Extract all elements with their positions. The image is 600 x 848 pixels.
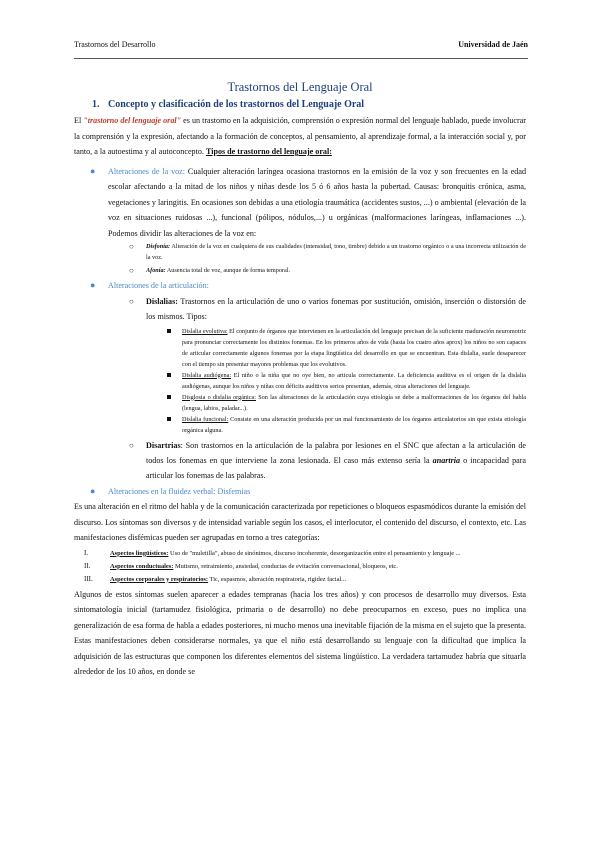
page-header [74, 40, 528, 49]
bullet-icon: ● [90, 165, 96, 176]
square-bullet-icon [167, 373, 171, 377]
square-bullet-icon [167, 417, 171, 421]
circle-bullet-icon: ○ [129, 266, 134, 275]
bullet-icon: ● [90, 485, 96, 496]
list-item: Dislalia evolutiva: El conjunto de órganos que intervienen en la articulación del lenguaje precisan de la suficiente maduración neuromotriz para pronunciar correctamente los distintos fonemas. En los primeros años de vida (hasta los cuatro años aprox) los niños no son capaces de articular correctamente algunos fonemas por la etapa lingüística del desarrollo en que se encuentran. Esta dislalia, suele desaparecer con el tiempo sin presentar mayores problemas que los evolutivos. [74, 326, 526, 370]
section-number: 1. [92, 99, 100, 110]
section-heading [92, 99, 526, 110]
page-title: Trastornos del Lenguaje Oral [227, 80, 373, 94]
list-item: I. Aspectos lingüísticos: Uso de "muletilla", abuso de sinónimos, discurso incoherente, desorganización entre el pensamiento y lenguaje ... [84, 548, 461, 557]
intro-term: "trastorno del lenguaje oral" [83, 116, 182, 125]
header-divider [74, 58, 528, 59]
list-item: Dislalia audiógena: El niño o la niña que no oye bien, no articula correctamente. La deficiencia auditiva es el origen de la dislalia audiógenas, aunque los niños y niñas con déficits auditivos serios presentan, además, otras alteraciones del lenguaje. [74, 370, 526, 392]
list-item: Disglosia o dislalia orgánica: Son las alteraciones de la articulación cuya etiología se debe a malformaciones de los órganos del habla (lengua, labios, paladar...). [74, 392, 526, 414]
list-item: Dislalia funcional: Consiste en una alteración producida por un mal funcionamiento de los órganos articulatorios sin que exista etiología orgánica alguna. [74, 414, 526, 436]
voz-heading: Alteraciones de la voz: [108, 166, 186, 176]
circle-bullet-icon: ○ [129, 440, 134, 450]
header-left: Trastornos del Desarrollo [74, 40, 156, 49]
bullet-icon: ● [90, 280, 96, 290]
types-label: Tipos de trastorno del lenguaje oral: [205, 147, 332, 156]
list-item: III. Aspectos corporales y respiratorios: Tic, espasmos, alteración respiratoria, rigidez facial... [84, 574, 347, 583]
closing-paragraph: Algunos de estos síntomas suelen aparecer a edades tempranas (hacia los tres años) y con procesos de desarrollo muy diversos. Esta sintomatología inicial (tartamudez fisiológica, primaria o de desarrollo) no debe preocuparnos en exceso, pues no implica una generalización de esa forma de habla a edades posteriores, ni mucho menos una inevitable fijación de la misma en el sujeto que la presenta. Estas manifestaciones deben considerarse normales, ya que el niño está desarrollando su lenguaje con la dificultad que implica la adquisición de las estructuras que componen los diferentes elementos del sistema lingüístico. La verdadera tartamudez habría que situarla alrededor de los 10 años, en donde se [74, 589, 526, 676]
header-right: Universidad de Jaén [458, 40, 528, 49]
list-item: II. Aspectos conductuales: Mutismo, retraimiento, ansiedad, conductas de evitación conversacional, bloqueos, etc. [84, 561, 398, 570]
list-item: ○ Dislalias: Trastornos en la articulación de uno o varios fonemas por sustitución, omisión, inserción o distorsión de los mismos. Tipos: [74, 294, 526, 324]
list-item: ○ Disfonía: Alteración de la voz en cualquiera de sus cualidades (intensidad, tono, timbre) debido a un trastorno orgánico o a una incorrecta utilización de la voz. [129, 242, 526, 261]
circle-bullet-icon: ○ [129, 242, 134, 251]
bullet-articulacion [74, 278, 526, 294]
list-item: ○ Disartrias: Son trastornos en la articulación de la palabra por lesiones en el SNC que afectan a la articulación de todos los fonemas en que interviene la zona lesionada. El caso más extenso sería la anartria o incapacidad para articular los fonemas de las palabras. [74, 438, 526, 483]
intro-paragraph: El "trastorno del lenguaje oral" es un trastorno en la adquisición, comprensión o expresión normal del lenguaje hablado, puede involucrar la comprensión y la expresión, afectando a la formación de conceptos, al pensamiento, al aprendizaje formal, a la interacción social y, por tanto, a la autoestima y al autoconcepto. Tipos de trastorno del lenguaje oral: [74, 116, 527, 156]
fluidez-paragraph: Es una alteración en el ritmo del habla y de la comunicación caracterizada por repeticiones o bloqueos espasmódicos durante la emisión del discurso. Los síntomas son diversos y de intensidad variable según los casos, el interlocutor, el contenido del discurso, el contexto, etc. Las manifestaciones disfémicas pueden ser agrupadas en torno a tres categorías: [74, 502, 526, 542]
square-bullet-icon [167, 329, 171, 333]
square-bullet-icon [167, 395, 171, 399]
articulacion-heading: Alteraciones de la articulación: [108, 281, 209, 290]
bullet-fluidez [74, 484, 526, 500]
document-body [74, 80, 526, 680]
bullet-voz: ● Alteraciones de la voz: Cualquier alteración laríngea ocasiona trastornos en la emisión de la voz y son frecuentes en la edad escolar afectando a la mitad de los niños y niñas desde los 5 ó 6 años hasta la pubertad. Causas: bronquitis crónica, asma, vegetaciones y laringitis. En ocasiones son debidas a una etiología traumática (accidentes sustos, ...) o ambiental (elevación de la voz en situaciones ruidosas ...), funcional (pólipos, nódulos,...) u orgánicas (malformaciones laríngeas, inflamaciones ...). Podemos dividir las alteraciones de la voz en: [90, 165, 526, 238]
fluidez-heading: Alteraciones en la fluidez verbal: Disfemias [108, 486, 251, 496]
circle-bullet-icon: ○ [129, 296, 134, 306]
list-item: ○ Afonía: Ausencia total de voz, aunque de forma temporal. [129, 266, 291, 275]
section-title: Concepto y clasificación de los trastornos del Lenguaje Oral [108, 99, 365, 110]
